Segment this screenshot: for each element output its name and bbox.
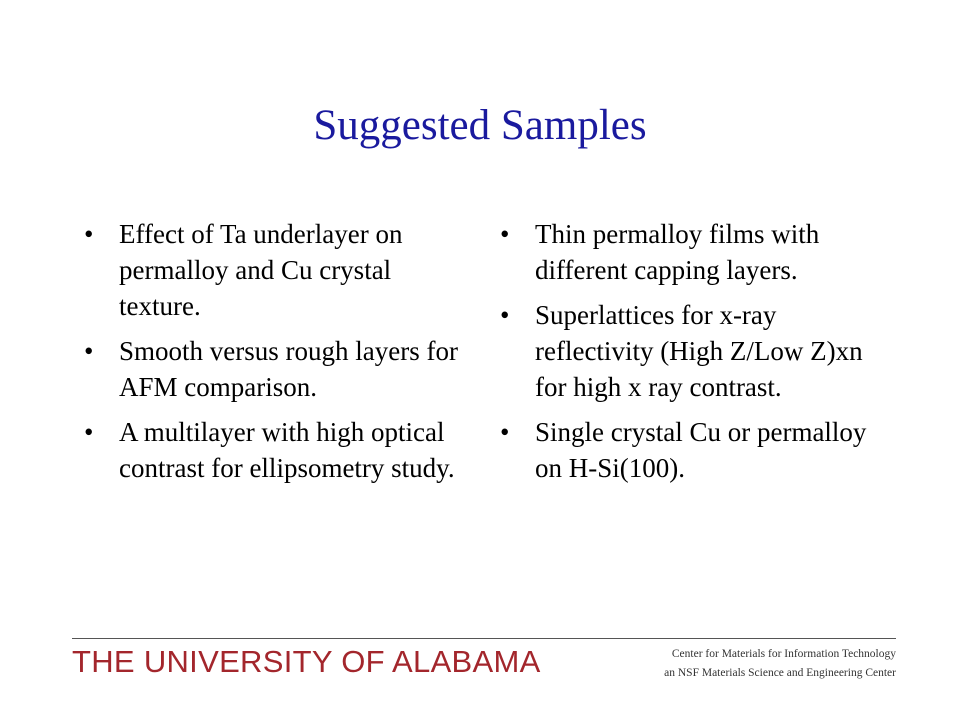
footer-divider [72,638,896,639]
slide-title: Suggested Samples [313,102,647,149]
bullet-icon: • [500,219,510,249]
bullet-icon: • [500,300,510,330]
bullet-text: Superlattices for x-ray reflectivity (High Z/Low Z)xn for high x ray contrast. [535,300,863,402]
bullet-text: A multilayer with high optical contrast for ellipsometry study. [119,417,455,483]
right-bullet-list [500,216,900,495]
university-wordmark: THE UNIVERSITY OF ALABAMA [72,644,541,679]
bullet-text: Smooth versus rough layers for AFM comparison. [119,336,458,402]
center-name: Center for Materials for Information Technology [671,648,896,660]
bullet-icon: • [84,417,94,447]
list-item [84,414,474,486]
list-item [500,216,900,288]
list-item [84,216,474,324]
left-bullet-list [84,216,474,495]
list-item [500,414,900,486]
center-subtitle: an NSF Materials Science and Engineering Center [664,667,896,679]
bullet-text: Thin permalloy films with different capping layers. [535,219,820,285]
bullet-text: Single crystal Cu or permalloy on H-Si(100). [535,417,867,483]
bullet-icon: • [84,219,94,249]
bullet-text: Effect of Ta underlayer on permalloy and Cu crystal texture. [119,219,403,321]
bullet-icon: • [500,417,510,447]
list-item [84,333,474,405]
bullet-icon: • [84,336,94,366]
center-info [664,645,896,683]
list-item [500,297,900,405]
